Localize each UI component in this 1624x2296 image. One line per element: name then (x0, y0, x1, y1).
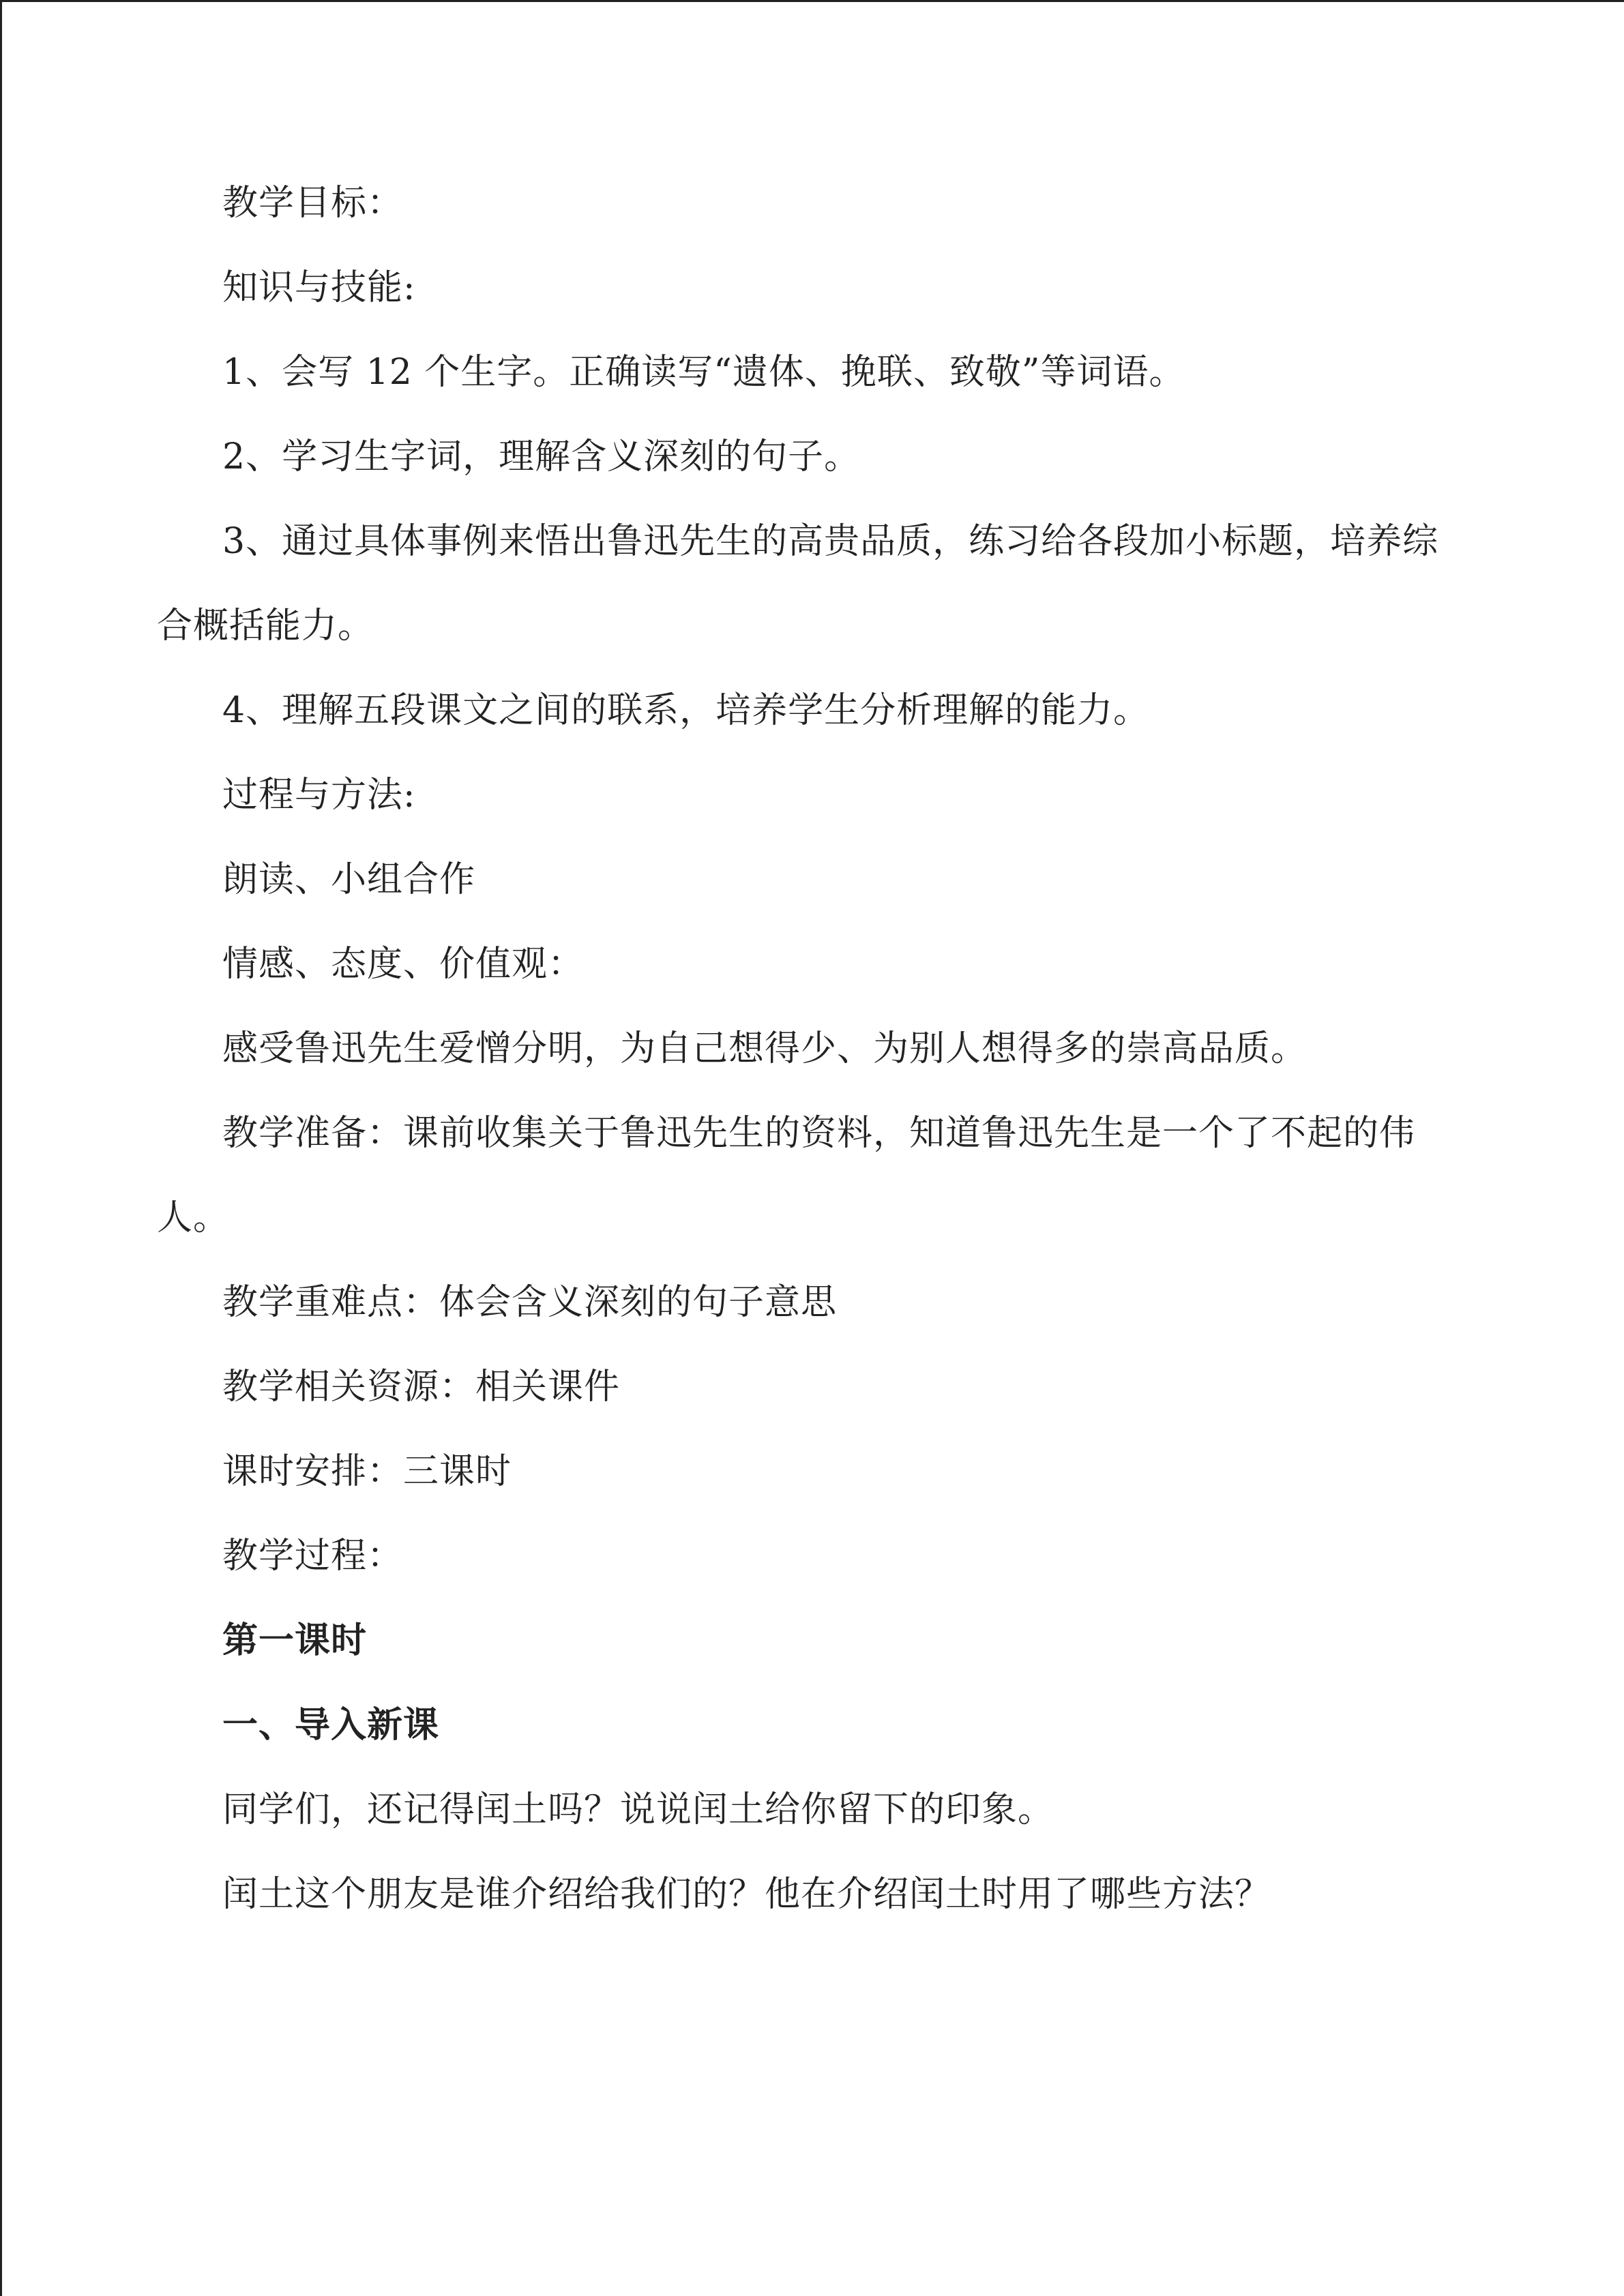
paragraph-process-methods: 过程与方法: (222, 775, 416, 816)
paragraph-emotion-values: 情感、态度、价值观： (222, 944, 585, 985)
paragraph-emotion-detail: 感受鲁迅先生爱憎分明，为自己想得少、为别人想得多的崇高品质。 (222, 1028, 1308, 1069)
page-edge-top (0, 0, 1624, 2)
paragraph-goal-1: 1、会写 12 个生字。正确读写“遗体、挽联、致敬”等词语。 (222, 352, 1185, 393)
heading-first-lesson: 第一课时 (222, 1620, 368, 1661)
paragraph-preparation: 教学准备：课前收集关于鲁迅先生的资料，知道鲁迅先生是一个了不起的伟人。 (157, 1113, 1416, 1238)
paragraph-question-2: 闰土这个朋友是谁介绍给我们的？他在介绍闰土时用了哪些方法？ (222, 1874, 1271, 1915)
heading-introduce-lesson: 一、导入新课 (222, 1705, 440, 1746)
paragraph-resources: 教学相关资源：相关课件 (222, 1367, 621, 1407)
paragraph-key-difficulty: 教学重难点：体会含义深刻的句子意思 (222, 1282, 838, 1323)
paragraph-teaching-goals: 教学目标： (222, 183, 404, 224)
paragraph-methods-detail: 朗读、小组合作 (222, 859, 476, 900)
paragraph-question-1: 同学们，还记得闰土吗？说说闰土给你留下的印象。 (222, 1789, 1054, 1830)
paragraph-teaching-process: 教学过程： (222, 1536, 404, 1577)
paragraph-schedule: 课时安排：三课时 (222, 1451, 512, 1492)
page-edge-left (0, 0, 2, 2296)
paragraph-goal-3: 3、通过具体事例来悟出鲁迅先生的高贵品质，练习给各段加小标题，培养综合概括能力。 (157, 521, 1439, 646)
paragraph-goal-2: 2、学习生字词，理解含义深刻的句子。 (222, 436, 861, 477)
paragraph-knowledge-skills: 知识与技能: (222, 267, 416, 308)
paragraph-goal-4: 4、理解五段课文之间的联系，培养学生分析理解的能力。 (222, 690, 1150, 731)
document-body (157, 161, 1466, 1937)
